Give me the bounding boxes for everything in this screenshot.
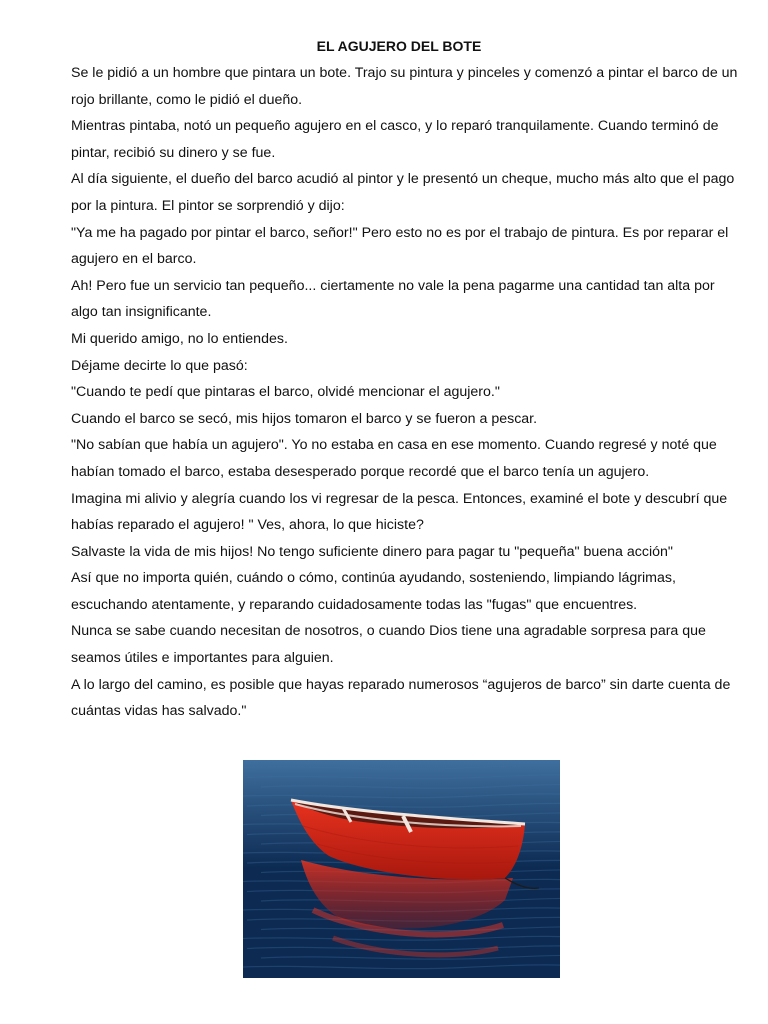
- paragraph: A lo largo del camino, es posible que hayas reparado numerosos “agujeros de barco” sin darte cuenta de cuántas vidas has salvado.": [71, 676, 731, 720]
- paragraph: Mientras pintaba, notó un pequeño agujero en el casco, y lo reparó tranquilamente. Cuando terminó de pintar, recibió su dinero y se fue.: [71, 118, 719, 161]
- paragraph: Así que no importa quién, cuándo o cómo, continúa ayudando, sosteniendo, limpiando lágrimas, escuchando atentamente, y reparando cuidadosamente todas las "fugas" que encuentres.: [71, 570, 676, 613]
- document-body: [71, 60, 741, 725]
- paragraph: Nunca se sabe cuando necesitan de nosotros, o cuando Dios tiene una agradable sorpresa para que seamos útiles e importantes para alguien.: [71, 623, 706, 667]
- paragraph: "Cuando te pedí que pintaras el barco, olvidé mencionar el agujero.": [71, 384, 500, 401]
- paragraph: Salvaste la vida de mis hijos! No tengo suficiente dinero para pagar tu "pequeña" buena acción": [71, 543, 673, 560]
- paragraph: Imagina mi alivio y alegría cuando los vi regresar de la pesca. Entonces, examiné el bote y descubrí que habías reparado el agujero! " Ves, ahora, lo que hiciste?: [71, 490, 728, 534]
- red-boat-illustration: [243, 760, 560, 978]
- paragraph: Mi querido amigo, no lo entiendes.: [71, 330, 288, 347]
- boat-photo: [243, 760, 560, 978]
- paragraph: Al día siguiente, el dueño del barco acudió al pintor y le presentó un cheque, mucho más alto que el pago por la pintura. El pintor se sorprendió y dijo:: [71, 171, 735, 214]
- document-title: EL AGUJERO DEL BOTE: [316, 38, 482, 54]
- paragraph: Cuando el barco se secó, mis hijos tomaron el barco y se fueron a pescar.: [71, 410, 538, 427]
- paragraph: Déjame decirte lo que pasó:: [71, 357, 248, 374]
- paragraph: "Ya me ha pagado por pintar el barco, señor!" Pero esto no es por el trabajo de pintura. Es por reparar el agujero en el barco.: [71, 224, 729, 268]
- paragraph: "No sabían que había un agujero". Yo no estaba en casa en ese momento. Cuando regresé y noté que habían tomado el barco, estaba desesperado porque recordé que el barco tenía un agujero.: [71, 437, 717, 480]
- paragraph: Ah! Pero fue un servicio tan pequeño... ciertamente no vale la pena pagarme una cantidad tan alta por algo tan insignificante.: [71, 277, 715, 321]
- paragraph: Se le pidió a un hombre que pintara un bote. Trajo su pintura y pinceles y comenzó a pintar el barco de un rojo brillante, como le pidió el dueño.: [71, 65, 738, 108]
